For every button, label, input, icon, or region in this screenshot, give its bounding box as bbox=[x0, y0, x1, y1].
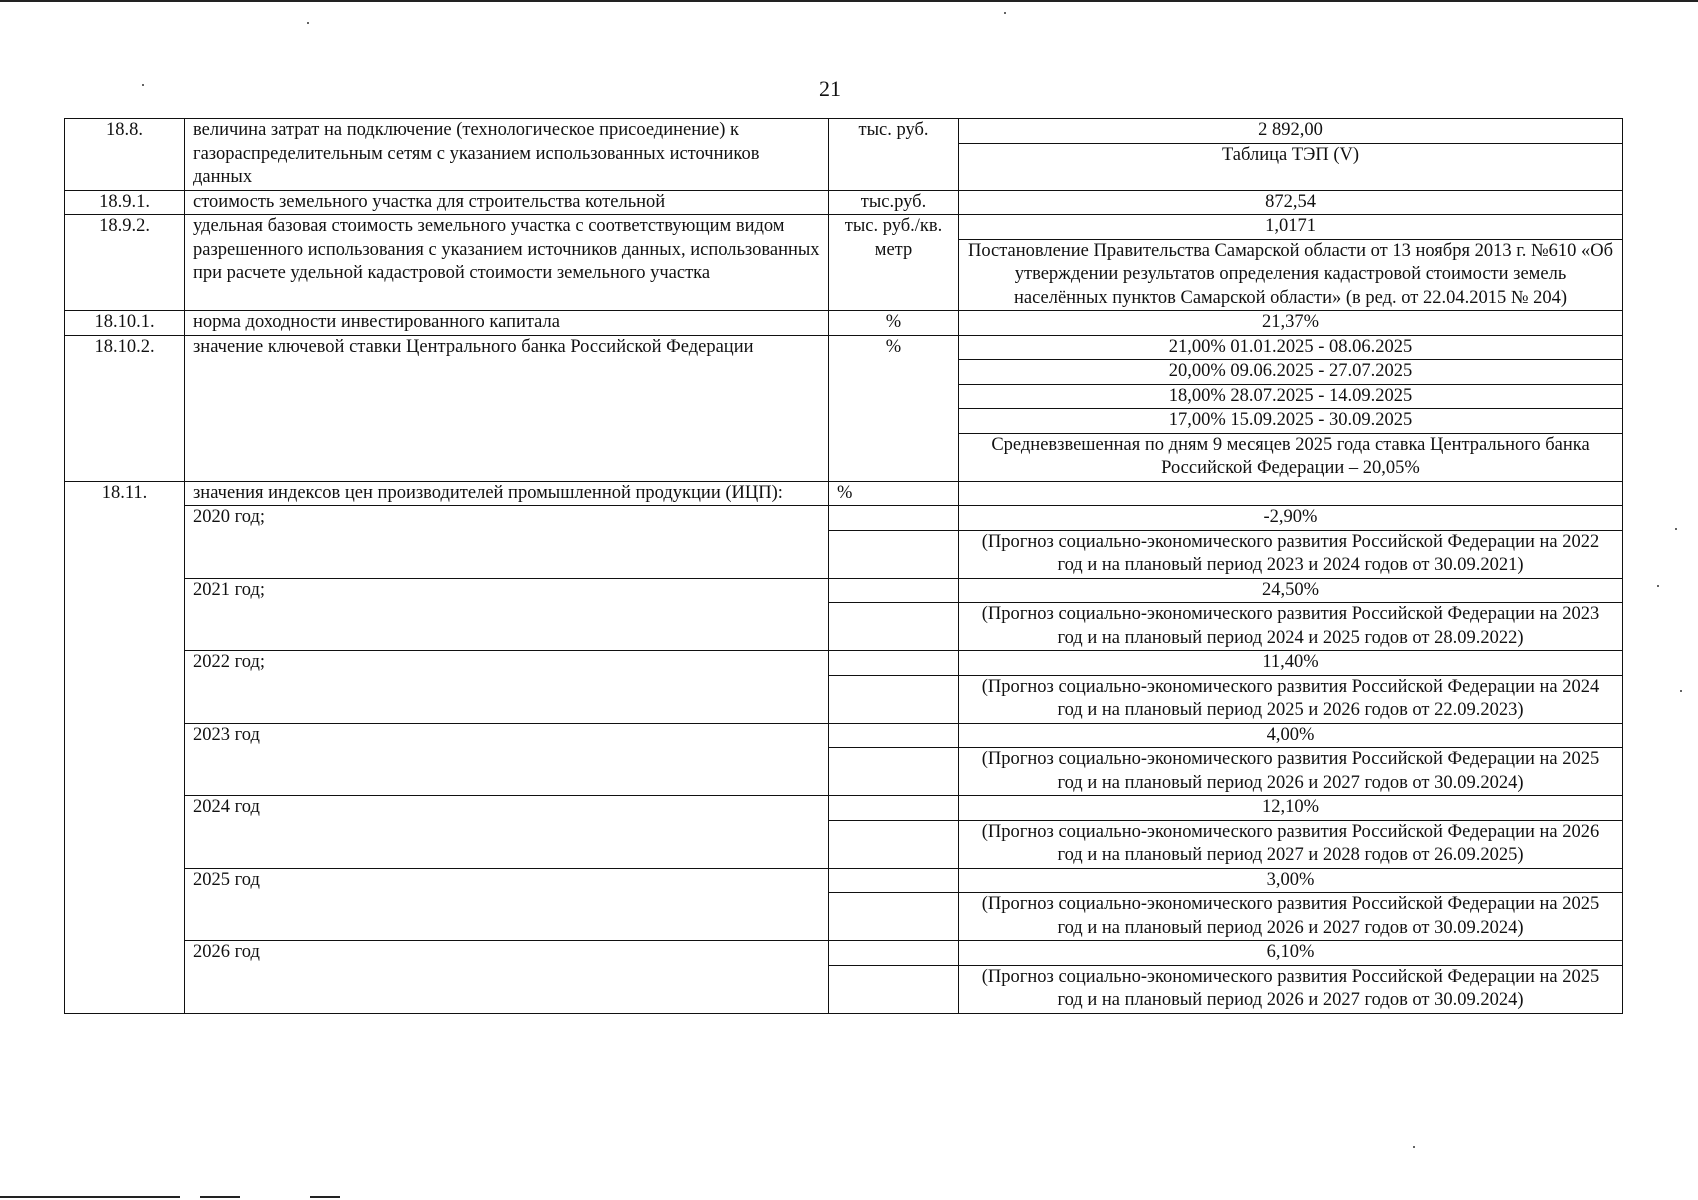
year-source: (Прогноз социально-экономического развития Российской Федерации на 2026 год и на плановый период 2027 и 2028 годов от 26.09.2025) bbox=[959, 820, 1623, 868]
year-value: 24,50% bbox=[959, 578, 1623, 603]
scan-speck bbox=[1657, 585, 1659, 587]
year-unit-empty bbox=[829, 723, 959, 748]
year-unit-empty bbox=[829, 820, 959, 868]
row-value: 2 892,00 bbox=[959, 119, 1623, 144]
year-source: (Прогноз социально-экономического развития Российской Федерации на 2025 год и на плановый период 2026 и 2027 годов от 30.09.2024) bbox=[959, 893, 1623, 941]
year-label: 2026 год bbox=[185, 941, 829, 1014]
row-number: 18.9.2. bbox=[65, 215, 185, 311]
row-source: Таблица ТЭП (V) bbox=[959, 143, 1623, 190]
row-description: норма доходности инвестированного капитала bbox=[185, 311, 829, 336]
row-description: значение ключевой ставки Центрального банка Российской Федерации bbox=[185, 335, 829, 481]
row-number: 18.11. bbox=[65, 481, 185, 1013]
key-rate-period: 18,00% 28.07.2025 - 14.09.2025 bbox=[959, 384, 1623, 409]
year-label: 2021 год; bbox=[185, 578, 829, 651]
row-description: величина затрат на подключение (технологическое присоединение) к газораспределительным сетям с указанием использованных источников данных bbox=[185, 119, 829, 191]
row-value: 21,37% bbox=[959, 311, 1623, 336]
year-label: 2024 год bbox=[185, 796, 829, 869]
year-unit-empty bbox=[829, 796, 959, 821]
row-number: 18.8. bbox=[65, 119, 185, 191]
row-number: 18.9.1. bbox=[65, 190, 185, 215]
year-source: (Прогноз социально-экономического развития Российской Федерации на 2023 год и на плановый период 2024 и 2025 годов от 28.09.2022) bbox=[959, 603, 1623, 651]
year-unit-empty bbox=[829, 893, 959, 941]
year-unit-empty bbox=[829, 578, 959, 603]
year-source: (Прогноз социально-экономического развития Российской Федерации на 2024 год и на плановый период 2025 и 2026 годов от 22.09.2023) bbox=[959, 675, 1623, 723]
row-number: 18.10.1. bbox=[65, 311, 185, 336]
scan-speck bbox=[307, 22, 309, 24]
key-rate-period: 17,00% 15.09.2025 - 30.09.2025 bbox=[959, 409, 1623, 434]
row-value-empty bbox=[959, 481, 1623, 506]
year-value: 4,00% bbox=[959, 723, 1623, 748]
row-unit: тыс.руб. bbox=[829, 190, 959, 215]
year-value: -2,90% bbox=[959, 506, 1623, 531]
year-unit-empty bbox=[829, 603, 959, 651]
row-unit: тыс. руб./кв. метр bbox=[829, 215, 959, 311]
row-source: Постановление Правительства Самарской области от 13 ноября 2013 г. №610 «Об утверждении результатов определения кадастровой стоимости земель населённых пунктов Самарской области» (в ред. от 22.04.2015 № 204) bbox=[959, 239, 1623, 311]
row-value: 872,54 bbox=[959, 190, 1623, 215]
year-source: (Прогноз социально-экономического развития Российской Федерации на 2025 год и на плановый период 2026 и 2027 годов от 30.09.2024) bbox=[959, 965, 1623, 1013]
year-unit-empty bbox=[829, 506, 959, 531]
row-unit: % bbox=[829, 481, 959, 506]
row-unit: % bbox=[829, 335, 959, 481]
row-description: удельная базовая стоимость земельного участка с соответствующим видом разрешенного использования с указанием источников данных, использованных при расчете удельной кадастровой стоимости земельного участка bbox=[185, 215, 829, 311]
year-value: 3,00% bbox=[959, 868, 1623, 893]
year-unit-empty bbox=[829, 651, 959, 676]
table-row bbox=[65, 481, 1623, 506]
row-value: 1,0171 bbox=[959, 215, 1623, 240]
table-row bbox=[65, 190, 1623, 215]
year-unit-empty bbox=[829, 868, 959, 893]
year-unit-empty bbox=[829, 748, 959, 796]
scan-speck bbox=[1675, 528, 1677, 530]
row-unit: тыс. руб. bbox=[829, 119, 959, 191]
scan-speck bbox=[1413, 1146, 1415, 1148]
year-unit-empty bbox=[829, 530, 959, 578]
table-row bbox=[65, 578, 1623, 603]
year-label: 2022 год; bbox=[185, 651, 829, 724]
year-source: (Прогноз социально-экономического развития Российской Федерации на 2022 год и на плановый период 2023 и 2024 годов от 30.09.2021) bbox=[959, 530, 1623, 578]
page-number: 21 bbox=[819, 76, 841, 101]
indicator-table bbox=[64, 118, 1623, 1014]
year-value: 11,40% bbox=[959, 651, 1623, 676]
row-number: 18.10.2. bbox=[65, 335, 185, 481]
table-row bbox=[65, 796, 1623, 821]
year-label: 2020 год; bbox=[185, 506, 829, 579]
table-row bbox=[65, 941, 1623, 966]
table-row bbox=[65, 335, 1623, 360]
year-source: (Прогноз социально-экономического развития Российской Федерации на 2025 год и на плановый период 2026 и 2027 годов от 30.09.2024) bbox=[959, 748, 1623, 796]
row-description: значения индексов цен производителей промышленной продукции (ИЦП): bbox=[185, 481, 829, 506]
year-value: 6,10% bbox=[959, 941, 1623, 966]
year-label: 2025 год bbox=[185, 868, 829, 941]
year-value: 12,10% bbox=[959, 796, 1623, 821]
table-row bbox=[65, 723, 1623, 748]
table-row bbox=[65, 651, 1623, 676]
year-label: 2023 год bbox=[185, 723, 829, 796]
row-description: стоимость земельного участка для строительства котельной bbox=[185, 190, 829, 215]
table-row bbox=[65, 311, 1623, 336]
key-rate-summary: Средневзвешенная по дням 9 месяцев 2025 года ставка Центрального банка Российской Федерации – 20,05% bbox=[959, 433, 1623, 481]
scan-speck bbox=[1004, 12, 1006, 14]
scan-edge-top bbox=[0, 0, 1698, 2]
year-unit-empty bbox=[829, 675, 959, 723]
scan-edge-bottom-mid2 bbox=[310, 1196, 340, 1198]
year-unit-empty bbox=[829, 941, 959, 966]
scan-speck bbox=[1680, 690, 1682, 692]
scan-edge-bottom-mid bbox=[200, 1196, 240, 1198]
table-row bbox=[65, 119, 1623, 144]
key-rate-period: 21,00% 01.01.2025 - 08.06.2025 bbox=[959, 335, 1623, 360]
year-unit-empty bbox=[829, 965, 959, 1013]
scan-edge-bottom-left bbox=[0, 1196, 180, 1198]
table-row bbox=[65, 215, 1623, 240]
table-row bbox=[65, 868, 1623, 893]
key-rate-period: 20,00% 09.06.2025 - 27.07.2025 bbox=[959, 360, 1623, 385]
row-unit: % bbox=[829, 311, 959, 336]
table-row bbox=[65, 506, 1623, 531]
